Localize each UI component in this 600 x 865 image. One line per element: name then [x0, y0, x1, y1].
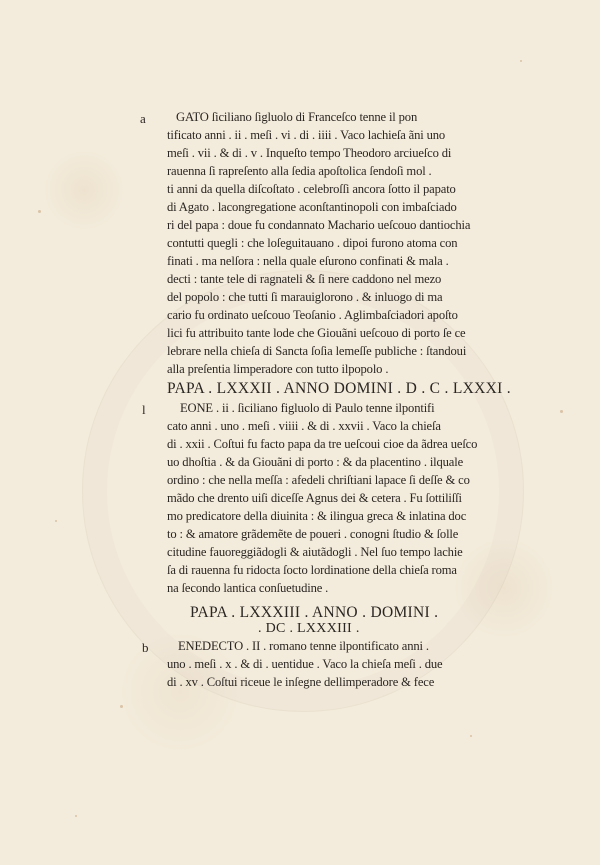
- text-line: uo dhoſtia . & da Giouãni di porto : & da placentino . ilquale: [167, 455, 464, 469]
- guide-letter: l: [142, 402, 146, 417]
- text-line: ſa di rauenna fu ridocta ſocto lordinatione della chieſa roma: [167, 563, 457, 577]
- text-line: uno . meſi . x . & di . uentidue . Vaco la chieſa meſi . due: [167, 657, 443, 671]
- text-line: lici fu attribuito tante lode che Giouãni ueſcouo di porto ſe ce: [167, 326, 466, 340]
- text-line: ENEDECTO . II . romano tenne ilpontificato anni .: [178, 639, 429, 653]
- text-line: to : & amatore grãdemẽte de poueri . conogni ſtudio & ſolle: [167, 527, 459, 541]
- text-line: EONE . ii . ſiciliano figluolo di Paulo tenne ilpontifi: [180, 401, 435, 415]
- papal-heading: PAPA . LXXXII . ANNO DOMINI . D . C . LXXXI .: [167, 380, 511, 397]
- text-line: cato anni . uno . meſi . viiii . & di . xxvii . Vaco la chieſa: [167, 419, 441, 433]
- text-line: finati . ma nelſora : nella quale eſurono confinati & mala .: [167, 254, 449, 268]
- text-line: di Agato . lacongregatione aconſtantinopoli con imbaſciado: [167, 200, 457, 214]
- text-line: na ſecondo lantica conſuetudine .: [167, 581, 329, 595]
- text-line: decti : tante tele di ragnateli & ſi nere caddono nel mezo: [167, 272, 442, 286]
- text-line: ordino : che nella meſſa : afedeli chriſtiani lapace ſi deſſe & co: [167, 473, 470, 487]
- text-line: citudine fauoreggiãdogli & aiutãdogli . Nel ſuo tempo lachie: [167, 545, 463, 559]
- text-line: tificato anni . ii . meſi . vi . di . iiii . Vaco lachieſa ãni uno: [167, 128, 446, 142]
- text-line: rauenna ſi rapreſento alla ſedia apoſtolica ſendoſi mol .: [167, 164, 432, 178]
- papal-heading-year: . DC . LXXXIII .: [258, 621, 360, 636]
- text-line: alla preſentia limperadore con tutto ilpopolo .: [167, 362, 389, 376]
- text-line: mo predicatore della diuinita : & ilingua greca & inlatina doc: [167, 509, 467, 523]
- text-line: ri del papa : doue fu condannato Machario ueſcouo dantiochia: [167, 218, 471, 232]
- text-line: lebrare nella chieſa di Sancta ſoſia lemeſſe publiche : ſtandoui: [167, 344, 467, 358]
- text-line: del popolo : che tutti ſi marauiglorono . & inluogo di ma: [167, 290, 443, 304]
- text-line: meſi . vii . & di . v . Inqueſto tempo Theodoro arciueſco di: [167, 146, 452, 160]
- text-line: contutti quegli : che loſeguitauano . dipoi furono atoma con: [167, 236, 458, 250]
- text-line: cario fu ordinato ueſcouo Teoſanio . Aglimbaſciadori apoſto: [167, 308, 458, 322]
- text-line: mãdo che drento uiſi diceſſe Agnus dei & cetera . Fu ſottiliſſi: [167, 491, 462, 505]
- papal-heading: PAPA . LXXXIII . ANNO . DOMINI .: [190, 604, 439, 621]
- guide-letter: b: [142, 640, 149, 655]
- text-line: di . xv . Coſtui riceue le inſegne dellimperadore & fece: [167, 675, 435, 689]
- guide-letter: a: [140, 111, 146, 126]
- text-line: di . xxii . Coſtui fu facto papa da tre ueſcoui cioe da ãdrea ueſco: [167, 437, 478, 451]
- text-line: GATO ſiciliano ſigluolo di Franceſco tenne il pon: [176, 110, 418, 124]
- text-line: ti anni da quella diſcoſtato . celebroſſi ancora ſotto il papato: [167, 182, 456, 196]
